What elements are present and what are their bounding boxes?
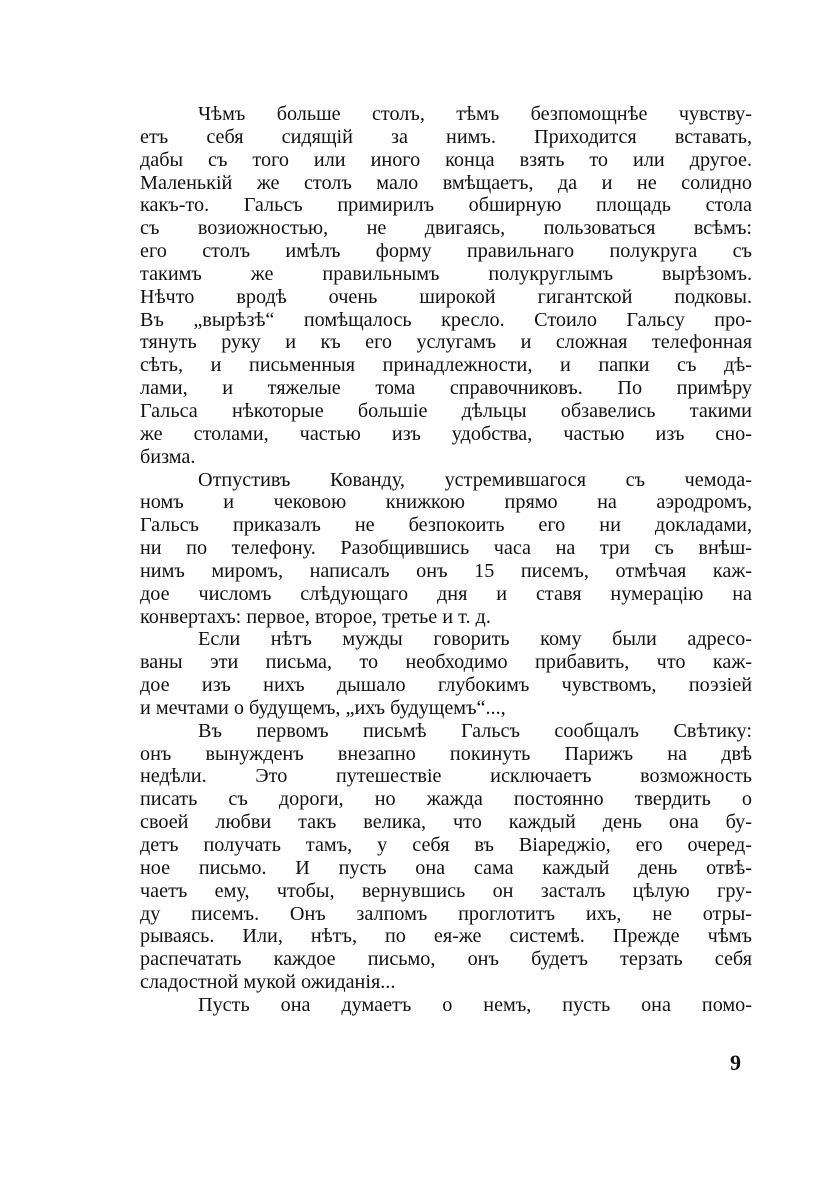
text-line: бизма. <box>140 445 196 468</box>
text-line: какъ-то. Гальсъ примирилъ обширную площадь стола <box>140 194 752 217</box>
text-line: тянуть руку и къ его услугамъ и сложная телефонная <box>140 331 752 354</box>
text-line: дое числомъ слѣдующаго дня и ставя нумерацію на <box>140 582 752 605</box>
text-line: Нѣчто вродѣ очень широкой гигантской подковы. <box>140 285 752 308</box>
text-line: ваны эти письма, то необходимо прибавить, что каж- <box>140 651 752 674</box>
text-line: ду писемъ. Онъ залпомъ проглотитъ ихъ, не отры- <box>140 902 752 925</box>
text-line: ное письмо. И пусть она сама каждый день отвѣ- <box>140 856 752 879</box>
text-line: конвертахъ: первое, второе, третье и т. д. <box>140 605 491 628</box>
text-line: етъ себя сидящій за нимъ. Приходится вставать, <box>140 125 752 148</box>
text-line: такимъ же правильнымъ полукруглымъ вырѣзомъ. <box>140 262 752 285</box>
text-line: Чѣмъ больше столъ, тѣмъ безпомощнѣе чувству- <box>198 103 752 125</box>
text-line: его столъ имѣлъ форму правильнаго полукруга съ <box>140 240 752 263</box>
text-line: ни по телефону. Разобщившись часа на три съ внѣш- <box>140 537 752 560</box>
text-line: номъ и чековою книжкою прямо на аэродромъ, <box>140 491 752 514</box>
text-line: рываясь. Или, нѣтъ, по ея-же системѣ. Прежде чѣмъ <box>140 925 752 948</box>
text-line: Гальсъ приказалъ не безпокоить его ни докладами, <box>140 514 752 537</box>
text-line: Маленькій же столъ мало вмѣщаетъ, да и не солидно <box>140 171 752 194</box>
text-line: Гальса нѣкоторые большіе дѣльцы обзавелись такими <box>140 399 752 422</box>
text-line: писать съ дороги, но жажда постоянно твердить о <box>140 788 752 811</box>
body-text <box>140 103 752 1017</box>
text-line: Если нѣтъ мужды говорить кому были адресо- <box>198 628 752 651</box>
text-line: лами, и тяжелые тома справочниковъ. По примѣру <box>140 377 752 400</box>
text-line: детъ получать тамъ, у себя въ Віареджіо, его очеред- <box>140 834 752 856</box>
text-line: же столами, частью изъ удобства, частью изъ сно- <box>140 422 752 445</box>
text-line: недѣли. Это путешествіе исключаетъ возможность <box>140 765 752 788</box>
text-line: сладостной мукой ожиданія... <box>140 971 396 994</box>
text-line: Пусть она думаетъ о немъ, пусть она помо- <box>198 993 752 1016</box>
text-line: своей любви такъ велика, что каждый день она бу- <box>140 811 752 834</box>
text-line: дое изъ нихъ дышало глубокимъ чувствомъ, поэзіей <box>140 674 752 697</box>
text-line: Въ первомъ письмѣ Гальсъ сообщалъ Свѣтику: <box>198 719 752 742</box>
text-line: Отпустивъ Кованду, устремившагося съ чемода- <box>198 468 752 491</box>
text-line: и мечтами о будущемъ, „ихъ будущемъ“..., <box>140 696 506 719</box>
text-line: дабы съ того или иного конца взять то или другое. <box>140 148 752 171</box>
text-line: съ возиожностью, не двигаясь, пользоваться всѣмъ: <box>140 217 752 240</box>
page-number: 9 <box>730 1050 741 1075</box>
text-line: онъ вынужденъ внезапно покинуть Парижъ на двѣ <box>140 742 752 765</box>
text-line: распечатать каждое письмо, онъ будетъ терзать себя <box>140 948 752 971</box>
text-line: сѣть, и письменныя принадлежности, и папки съ дѣ- <box>140 354 752 377</box>
text-line: чаетъ ему, чтобы, вернувшись он засталъ цѣлую гру- <box>140 879 752 902</box>
text-line: нимъ миромъ, написалъ онъ 15 писемъ, отмѣчая каж- <box>140 559 752 582</box>
text-line: Въ „вырѣзѣ“ помѣщалось кресло. Стоило Гальсу про- <box>140 308 752 331</box>
